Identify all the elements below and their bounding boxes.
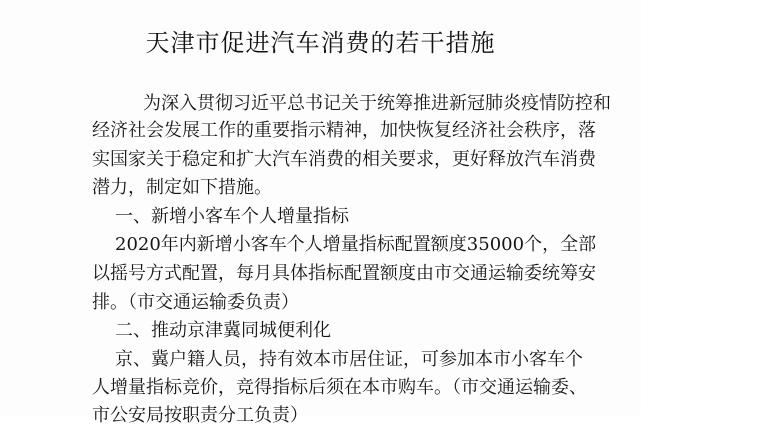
paragraph-line: 市公安局按职责分工负责） [92,405,308,426]
section-heading-2: 二、推动京津冀同城便利化 [115,320,331,341]
paragraph-line: 为深入贯彻习近平总书记关于统筹推进新冠肺炎疫情防控和 [143,93,611,114]
paragraph-line: 潜力，制定如下措施。 [92,177,272,198]
paragraph-line: 经济社会发展工作的重要指示精神，加快恢复经济社会秩序，落 [92,120,596,141]
paragraph-line: 以摇号方式配置，每月具体指标配置额度由市交通运输委统筹安 [92,263,596,284]
document-title: 天津市促进汽车消费的若干措施 [145,29,496,57]
paragraph-line: 实国家关于稳定和扩大汽车消费的相关要求，更好释放汽车消费 [92,149,596,170]
paragraph-line: 京、冀户籍人员，持有效本市居住证，可参加本市小客车个 [115,349,583,370]
paragraph-line: 人增量指标竞价，竞得指标后须在本市购车。（市交通运输委、 [92,377,587,398]
paragraph-line: 2020年内新增小客车个人增量指标配置额度35000个，全部 [115,234,597,255]
section-heading-1: 一、新增小客车个人增量指标 [115,206,349,227]
paragraph-line: 排。（市交通运输委负责） [92,292,299,313]
